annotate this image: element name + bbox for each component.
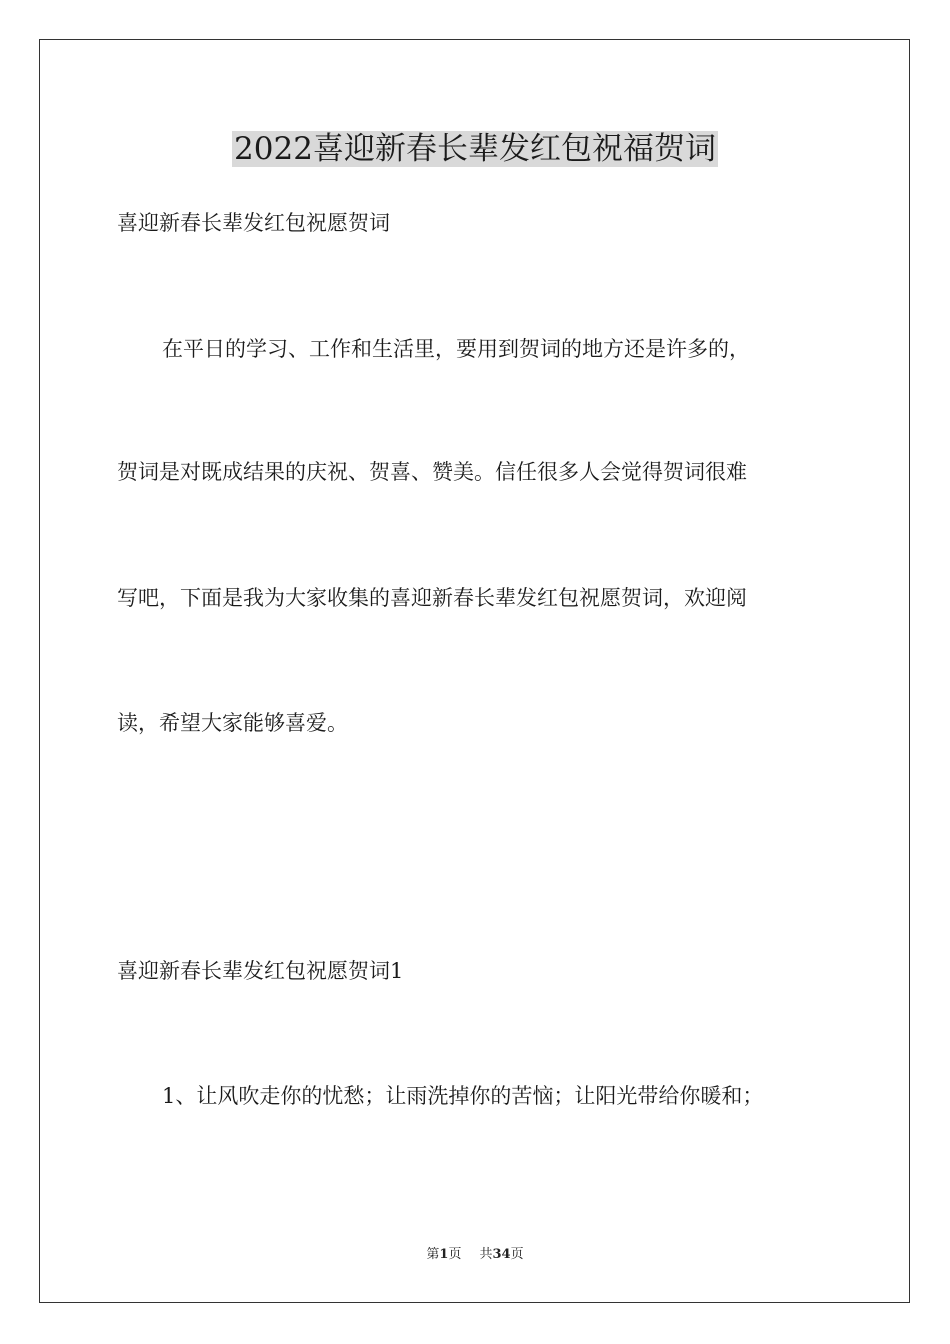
document-subtitle: 喜迎新春长辈发红包祝愿贺词	[117, 211, 390, 235]
footer-page-number: 1	[439, 1247, 449, 1262]
document-title-text: 2022喜迎新春长辈发红包祝福贺词	[234, 131, 716, 167]
page-footer	[0, 1245, 950, 1265]
footer-total-pages: 34	[492, 1247, 511, 1262]
document-title	[0, 126, 950, 172]
intro-line-2: 贺词是对既成结果的庆祝、贺喜、赞美。信任很多人会觉得贺词很难	[117, 460, 747, 484]
intro-line-3: 写吧，下面是我为大家收集的喜迎新春长辈发红包祝愿贺词，欢迎阅	[117, 586, 747, 610]
intro-line-1: 在平日的学习、工作和生活里，要用到贺词的地方还是许多的，	[162, 337, 750, 361]
footer-total-prefix: 共	[479, 1247, 493, 1262]
list-item-1: 1、让风吹走你的忧愁；让雨洗掉你的苦恼；让阳光带给你暖和；	[162, 1084, 764, 1108]
footer-total-suffix: 页	[510, 1247, 524, 1262]
section-heading: 喜迎新春长辈发红包祝愿贺词1	[117, 959, 404, 983]
footer-page-prefix: 第	[426, 1247, 440, 1262]
intro-line-4: 读，希望大家能够喜爱。	[117, 711, 348, 735]
footer-page-suffix: 页	[448, 1247, 462, 1262]
